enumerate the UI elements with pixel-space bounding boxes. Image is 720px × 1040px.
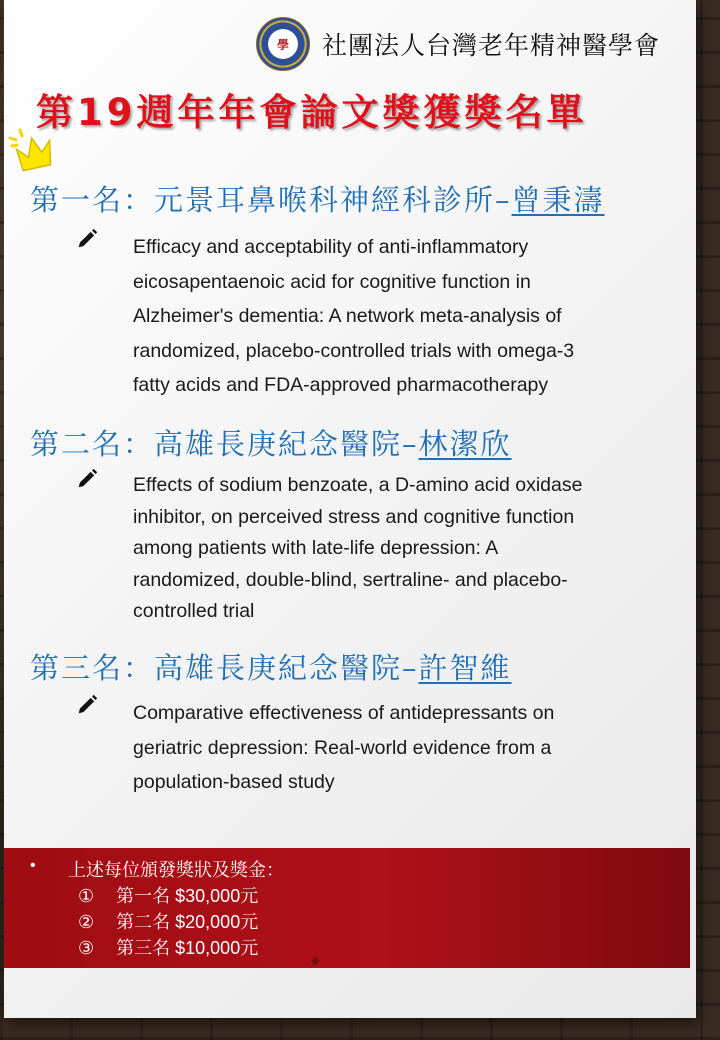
- society-logo: [256, 17, 310, 71]
- paper-line: Effects of sodium benzoate, a D-amino acid oxidase: [133, 474, 583, 496]
- logo-text: 學: [276, 37, 289, 52]
- prize-marker: ①: [78, 886, 95, 906]
- winner-3-paper: [133, 696, 663, 800]
- winner-2-paper: [133, 470, 663, 628]
- paper-line: eicosapentaenoic acid for cognitive function in: [133, 270, 531, 293]
- paper-line: randomized, placebo-controlled trials with omega-3: [133, 339, 575, 362]
- paper-line: inhibitor, on perceived stress and cognitive function: [133, 505, 575, 528]
- prize-row-2: [78, 908, 258, 934]
- organization-header: [256, 16, 660, 72]
- prize-row-3: [78, 934, 258, 960]
- winner-2-rank: 第二名：高雄長庚紀念醫院–: [30, 427, 419, 461]
- winner-3-name: 許智維: [418, 651, 512, 685]
- pencil-icon: [76, 468, 98, 490]
- pencil-icon: [76, 228, 98, 250]
- winner-1-paper: [133, 230, 663, 403]
- prize-heading: 上述每位頒發獎狀及獎金：: [68, 860, 284, 880]
- winner-3-heading: [30, 646, 512, 687]
- prize-row-1: [78, 882, 258, 908]
- prize-marker: ③: [78, 938, 95, 958]
- prize-text: 第二名 $20,000元: [116, 912, 259, 932]
- paper-line: among patients with late-life depression: A: [133, 537, 499, 559]
- paper-line: controlled trial: [133, 600, 255, 622]
- paper-line: population-based study: [133, 771, 335, 793]
- paper-line: geriatric depression: Real-world evidence from a: [133, 736, 552, 759]
- winner-1-heading: [30, 178, 605, 219]
- bullet: •: [30, 857, 36, 874]
- winner-3-rank: 第三名：高雄長庚紀念醫院–: [30, 651, 419, 685]
- paper-line: Comparative effectiveness of antidepressants on: [133, 702, 555, 724]
- winner-2-heading: [30, 422, 512, 463]
- prize-text: 第三名 $10,000元: [116, 938, 259, 958]
- winner-1-rank: 第一名：元景耳鼻喉科神經科診所–: [30, 183, 512, 217]
- paper-line: Alzheimer's dementia: A network meta-analysis of: [133, 305, 562, 327]
- prize-text: 第一名 $30,000元: [116, 886, 259, 906]
- pencil-icon: [76, 694, 98, 716]
- organization-name: 社團法人台灣老年精神醫學會: [322, 31, 661, 60]
- paper-line: Efficacy and acceptability of anti-inflammatory: [133, 236, 529, 258]
- crown-icon: [6, 124, 58, 172]
- prize-banner: [4, 848, 690, 968]
- paper-line: randomized, double-blind, sertraline- and placebo-: [133, 568, 568, 591]
- page-title: 第19週年年會論文獎獲獎名單: [36, 91, 588, 134]
- prize-marker: ②: [78, 912, 95, 932]
- winner-1-name: 曾秉濤: [511, 183, 605, 217]
- winner-2-name: 林潔欣: [418, 427, 512, 461]
- paper-line: fatty acids and FDA-approved pharmacotherapy: [133, 374, 549, 396]
